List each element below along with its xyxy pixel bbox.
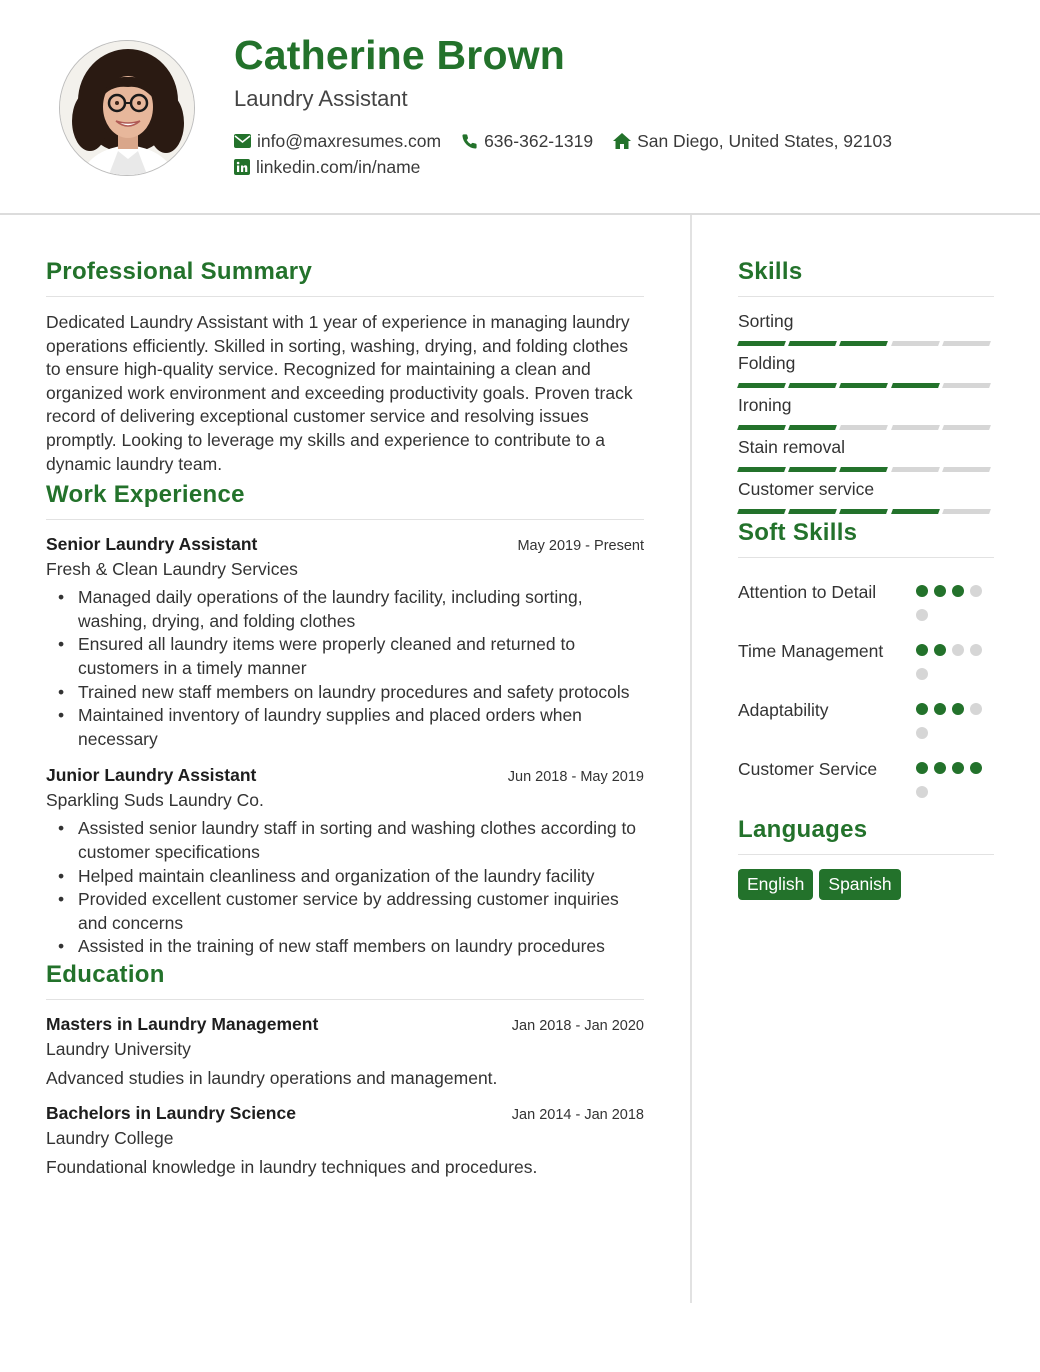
rating-dot xyxy=(916,727,928,739)
job-title: Senior Laundry Assistant xyxy=(46,534,258,555)
languages-section xyxy=(738,816,994,900)
location-contact xyxy=(613,131,892,152)
rating-dot xyxy=(970,703,982,715)
soft-skill-name: Adaptability xyxy=(738,700,829,720)
skill-name: Customer service xyxy=(738,479,875,499)
skill-level-segment xyxy=(788,383,837,388)
skill-level-segment xyxy=(942,383,991,388)
languages-list xyxy=(738,869,994,900)
email-contact[interactable] xyxy=(234,131,441,152)
education-heading: Education xyxy=(46,961,644,1000)
sidebar-column xyxy=(738,258,994,900)
skill-name: Sorting xyxy=(738,311,794,331)
rating-dot xyxy=(916,609,928,621)
rating-dot xyxy=(970,644,982,656)
skill-level-segment xyxy=(737,341,786,346)
summary-heading: Professional Summary xyxy=(46,258,644,297)
phone-contact[interactable] xyxy=(461,131,593,152)
bullet-item: • Assisted in the training of new staff members on laundry procedures xyxy=(46,935,644,959)
skill-item xyxy=(738,353,994,389)
rating-dot xyxy=(970,585,982,597)
skill-name: Ironing xyxy=(738,395,792,415)
bullet-item: • Trained new staff members on laundry procedures and safety protocols xyxy=(46,681,644,705)
column-divider xyxy=(690,215,692,1303)
skill-level-segment xyxy=(839,425,888,430)
skill-level-segment xyxy=(839,467,888,472)
language-badge: Spanish xyxy=(819,869,900,900)
soft-skill-name: Time Management xyxy=(738,641,884,661)
skill-level-segment xyxy=(839,341,888,346)
experience-heading: Work Experience xyxy=(46,481,644,520)
skill-level-segment xyxy=(942,341,991,346)
email-text: info@maxresumes.com xyxy=(257,130,442,151)
experience-section xyxy=(46,481,644,959)
job-bullets xyxy=(46,586,644,751)
linkedin-icon xyxy=(234,159,250,175)
soft-skill-rating xyxy=(916,639,994,692)
main-column xyxy=(46,258,644,1192)
skill-level-segment xyxy=(788,425,837,430)
rating-dot xyxy=(916,668,928,680)
skill-level-segment xyxy=(788,467,837,472)
skill-level-segment xyxy=(839,509,888,514)
envelope-icon xyxy=(234,134,251,148)
skill-level-segment xyxy=(891,467,940,472)
rating-dot xyxy=(934,644,946,656)
job-company: Sparkling Suds Laundry Co. xyxy=(46,790,264,811)
education-date: Jan 2014 - Jan 2018 xyxy=(511,1106,644,1123)
job-entry xyxy=(46,765,644,959)
bullet-item: • Maintained inventory of laundry supplies and placed orders when necessary xyxy=(46,704,644,751)
skill-name: Stain removal xyxy=(738,437,845,457)
degree-title: Masters in Laundry Management xyxy=(46,1013,319,1034)
summary-section xyxy=(46,258,644,476)
skill-item xyxy=(738,437,994,473)
soft-skill-name: Attention to Detail xyxy=(738,582,877,602)
skill-level-segment xyxy=(839,383,888,388)
school-name: Laundry University xyxy=(46,1038,191,1059)
skill-level-segment xyxy=(891,383,940,388)
profile-photo-illustration xyxy=(60,41,195,176)
soft-skill-rating xyxy=(916,698,994,751)
rating-dot xyxy=(916,703,928,715)
location-text: San Diego, United States, 92103 xyxy=(637,130,892,151)
linkedin-text: linkedin.com/in/name xyxy=(256,156,421,177)
rating-dot xyxy=(952,585,964,597)
skill-level-segment xyxy=(737,509,786,514)
rating-dot xyxy=(934,703,946,715)
contact-info xyxy=(234,128,994,180)
degree-title: Bachelors in Laundry Science xyxy=(46,1102,296,1123)
phone-icon xyxy=(461,133,478,150)
rating-dot xyxy=(970,762,982,774)
job-entry xyxy=(46,534,644,751)
summary-text: Dedicated Laundry Assistant with 1 year of experience in managing laundry operations efficiently. Skilled in sorting, washing, drying, and folding clothes to ensure high-quality service. Recognized for maintaining a clean and organized work environment and exceeding productivity goals. Proven track record of delivering exceptional customer service and resolving issues promptly. Looking to leverage my skills and experience to contribute to a dynamic laundry team. xyxy=(46,312,633,474)
soft-skill-name: Customer Service xyxy=(738,759,878,779)
rating-dot xyxy=(916,644,928,656)
skill-level-bar xyxy=(738,341,994,347)
education-entry xyxy=(46,1103,644,1178)
resume-header xyxy=(0,0,1040,215)
rating-dot xyxy=(952,644,964,656)
education-entry xyxy=(46,1014,644,1089)
job-title: Junior Laundry Assistant xyxy=(46,765,257,786)
rating-dot xyxy=(916,762,928,774)
soft-skills-heading: Soft Skills xyxy=(738,519,994,558)
job-company: Fresh & Clean Laundry Services xyxy=(46,559,298,580)
rating-dot xyxy=(952,762,964,774)
education-date: Jan 2018 - Jan 2020 xyxy=(511,1017,644,1034)
skill-item xyxy=(738,311,994,347)
skill-level-segment xyxy=(737,383,786,388)
candidate-title: Laundry Assistant xyxy=(234,86,408,111)
rating-dot xyxy=(916,786,928,798)
skill-item xyxy=(738,479,994,515)
bullet-item: • Managed daily operations of the laundry facility, including sorting, washing, drying, and folding clothes xyxy=(46,586,644,633)
skill-level-segment xyxy=(737,467,786,472)
language-badge: English xyxy=(738,869,813,900)
education-section xyxy=(46,961,644,1178)
school-name: Laundry College xyxy=(46,1127,174,1148)
soft-skill-rating xyxy=(916,580,994,633)
education-description: Advanced studies in laundry operations and management. xyxy=(46,1067,498,1088)
skill-level-segment xyxy=(942,467,991,472)
bullet-item: • Ensured all laundry items were properly cleaned and returned to customers in a timely manner xyxy=(46,633,644,680)
soft-skill-rating xyxy=(916,757,994,810)
profile-photo xyxy=(59,40,195,176)
linkedin-contact[interactable] xyxy=(234,157,420,178)
bullet-item: • Helped maintain cleanliness and organization of the laundry facility xyxy=(46,865,644,889)
soft-skill-item xyxy=(738,580,994,633)
skill-level-segment xyxy=(788,341,837,346)
skill-level-segment xyxy=(942,425,991,430)
job-bullets xyxy=(46,817,644,959)
skill-level-bar xyxy=(738,509,994,515)
rating-dot xyxy=(916,585,928,597)
skill-level-segment xyxy=(891,341,940,346)
rating-dot xyxy=(934,762,946,774)
candidate-name: Catherine Brown xyxy=(234,32,566,78)
skills-heading: Skills xyxy=(738,258,994,297)
soft-skill-item xyxy=(738,757,994,810)
skill-level-segment xyxy=(737,425,786,430)
soft-skills-list xyxy=(738,580,994,810)
bullet-item: • Provided excellent customer service by addressing customer inquiries and concerns xyxy=(46,888,644,935)
job-date: May 2019 - Present xyxy=(517,538,644,555)
phone-text: 636-362-1319 xyxy=(484,130,594,151)
soft-skill-item xyxy=(738,639,994,692)
skill-level-bar xyxy=(738,425,994,431)
languages-heading: Languages xyxy=(738,816,994,855)
home-icon xyxy=(613,133,631,149)
skill-item xyxy=(738,395,994,431)
skill-name: Folding xyxy=(738,353,796,373)
skill-level-segment xyxy=(942,509,991,514)
education-description: Foundational knowledge in laundry techniques and procedures. xyxy=(46,1156,538,1177)
skill-level-segment xyxy=(891,509,940,514)
skill-level-segment xyxy=(891,425,940,430)
bullet-item: • Assisted senior laundry staff in sorting and washing clothes according to customer specifications xyxy=(46,817,644,864)
soft-skills-section xyxy=(738,519,994,810)
rating-dot xyxy=(952,703,964,715)
skill-level-bar xyxy=(738,467,994,473)
rating-dot xyxy=(934,585,946,597)
soft-skill-item xyxy=(738,698,994,751)
skill-level-bar xyxy=(738,383,994,389)
job-date: Jun 2018 - May 2019 xyxy=(507,769,644,786)
skill-level-segment xyxy=(788,509,837,514)
skills-section xyxy=(738,258,994,515)
skills-list xyxy=(738,311,994,515)
